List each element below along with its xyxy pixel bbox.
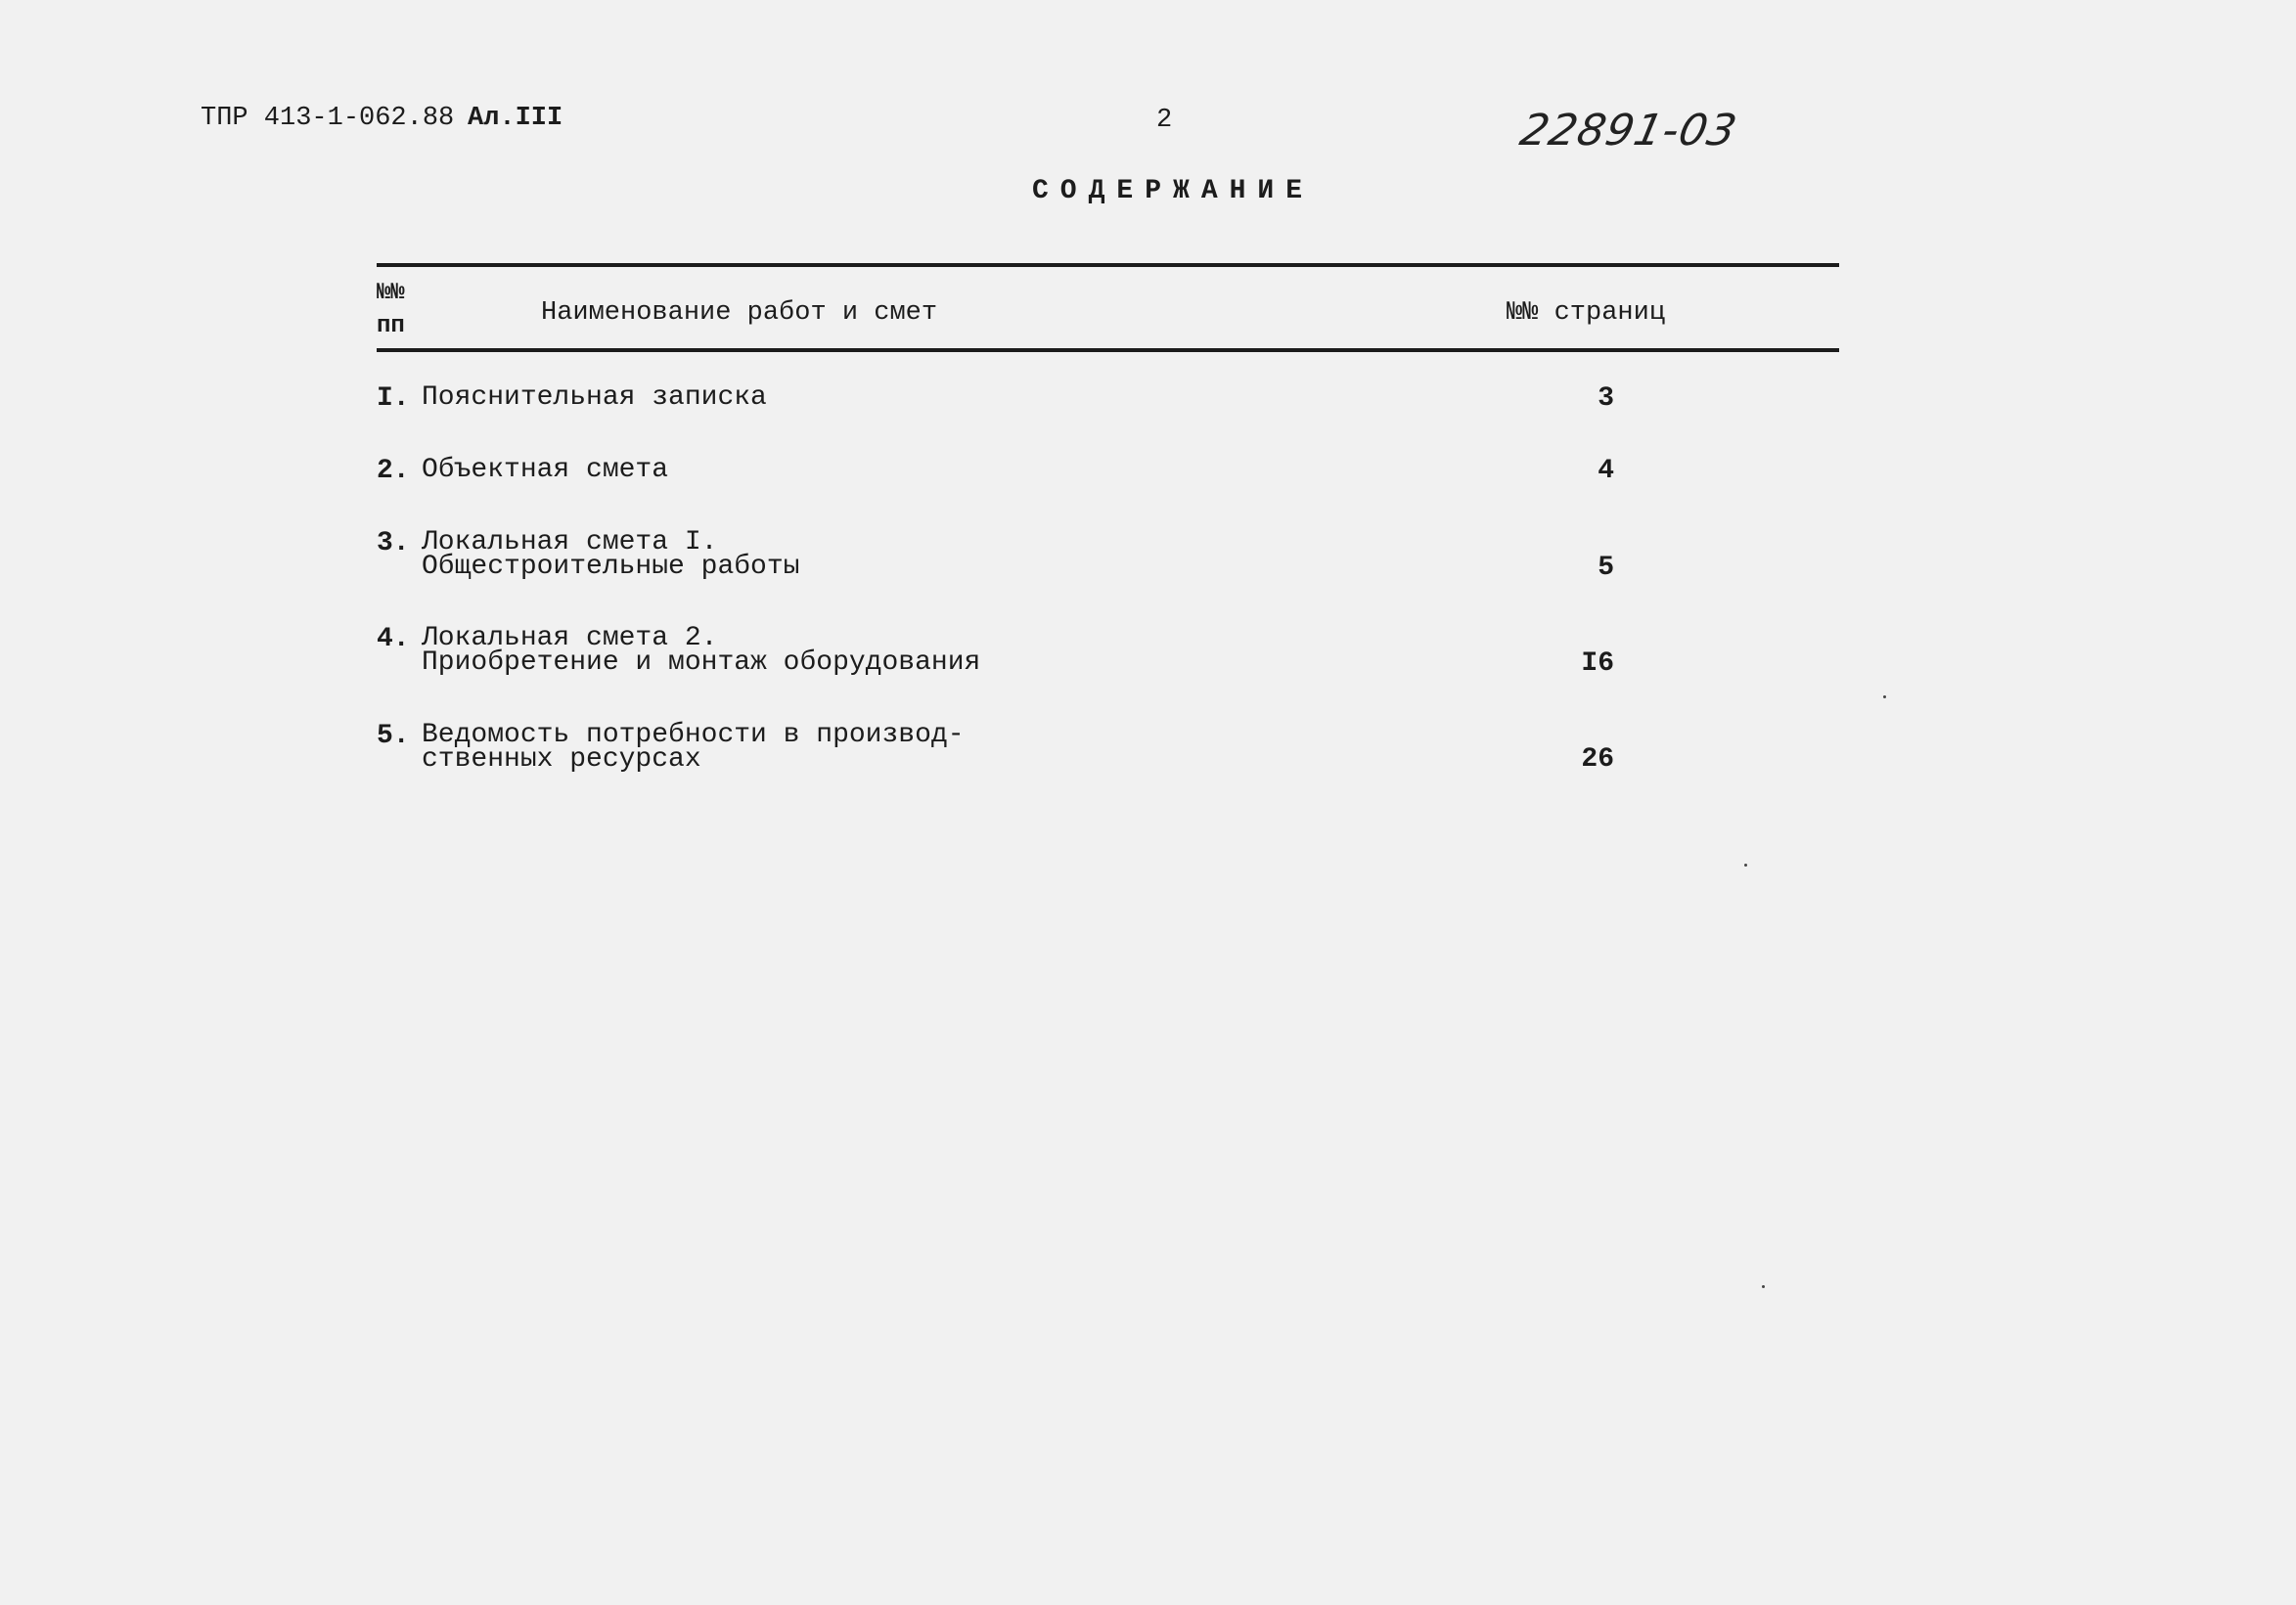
page-number: 2: [1156, 106, 1173, 135]
column-header-number-line1: №№: [377, 280, 405, 306]
row-page: I6: [1581, 648, 1614, 679]
row-title-continued: Общестроительные работы: [422, 552, 800, 582]
table-header-rule: [377, 348, 1839, 352]
row-number: 3.: [377, 528, 410, 558]
scan-speck: [1744, 864, 1747, 867]
page-title: СОДЕРЖАНИЕ: [1032, 176, 1315, 206]
row-title: Локальная смета 2.: [422, 623, 718, 653]
row-page: 4: [1598, 456, 1614, 486]
row-number: 4.: [377, 624, 410, 654]
scan-speck: [1762, 1285, 1765, 1288]
row-page: 26: [1581, 744, 1614, 775]
column-header-pages: №№ страниц: [1507, 298, 1666, 328]
row-number: 5.: [377, 721, 410, 751]
row-title: Ведомость потребности в производ-: [422, 720, 965, 750]
handwritten-inventory-number: 22891-03: [1515, 106, 1742, 156]
row-title: Объектная смета: [422, 455, 669, 485]
document-code: ТПР 413-1-062.88: [201, 104, 455, 133]
column-header-number: [377, 277, 405, 343]
row-page: 3: [1598, 383, 1614, 414]
row-page: 5: [1598, 553, 1614, 583]
row-title: Пояснительная записка: [422, 382, 767, 413]
row-number: 2.: [377, 456, 410, 486]
row-title: Локальная смета I.: [422, 527, 718, 557]
row-number: I.: [377, 383, 410, 414]
row-title-continued: Приобретение и монтаж оборудования: [422, 647, 981, 678]
scan-speck: [1883, 695, 1886, 698]
table-top-rule: [377, 263, 1839, 267]
album-number: Ал.III: [468, 104, 563, 133]
column-header-number-line2: пп: [377, 313, 405, 339]
column-header-name: Наименование работ и смет: [541, 298, 938, 328]
row-title-continued: ственных ресурсах: [422, 744, 701, 775]
